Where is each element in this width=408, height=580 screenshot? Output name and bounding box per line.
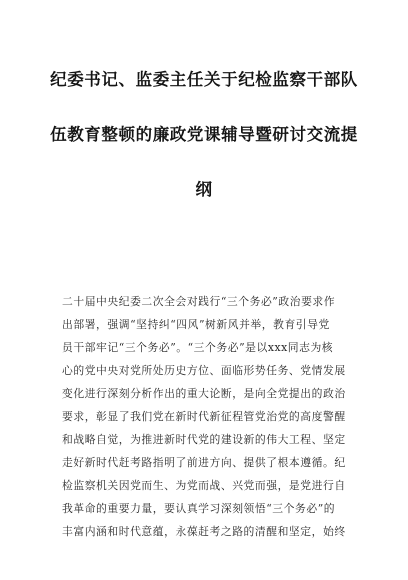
body-line-3: 员干部牢记“三个务必”。“三个务必”是以xxx同志为核: [62, 341, 334, 354]
body-line-10: 我革命的重要力量，要认真学习深刻领悟“三个务必”的: [62, 502, 336, 515]
document-title-line-3: 纲: [195, 180, 213, 199]
body-line-8: 走好新时代赶考路指明了前进方向、提供了根本遵循。纪: [62, 456, 346, 469]
body-line-9: 检监察机关因党而生、为党而战、兴党而强，是党进行自: [62, 479, 346, 492]
body-line-5: 变化进行深刻分析作出的重大论断，是向全党提出的政治: [62, 387, 346, 400]
body-line-11: 丰富内涵和时代意蕴，永葆赶考之路的清醒和坚定，始终: [62, 525, 346, 538]
body-line-1: 二十届中央纪委二次全会对践行“三个务必”政治要求作: [62, 295, 336, 308]
body-line-7: 和战略自觉，为推进新时代党的建设新的伟大工程、坚定: [62, 433, 346, 446]
document-title-line-2: 伍教育整顿的廉政党课辅导暨研讨交流提: [50, 125, 358, 144]
document-title-line-1: 纪委书记、监委主任关于纪检监察干部队: [50, 70, 358, 89]
body-line-6: 要求，彰显了我们党在新时代新征程管党治党的高度警醒: [62, 410, 346, 423]
body-line-4: 心的党中央对党所处历史方位、面临形势任务、党情发展: [62, 364, 346, 377]
body-line-2: 出部署，强调“坚持纠“四风”树新风并举，教育引导党: [62, 318, 330, 331]
